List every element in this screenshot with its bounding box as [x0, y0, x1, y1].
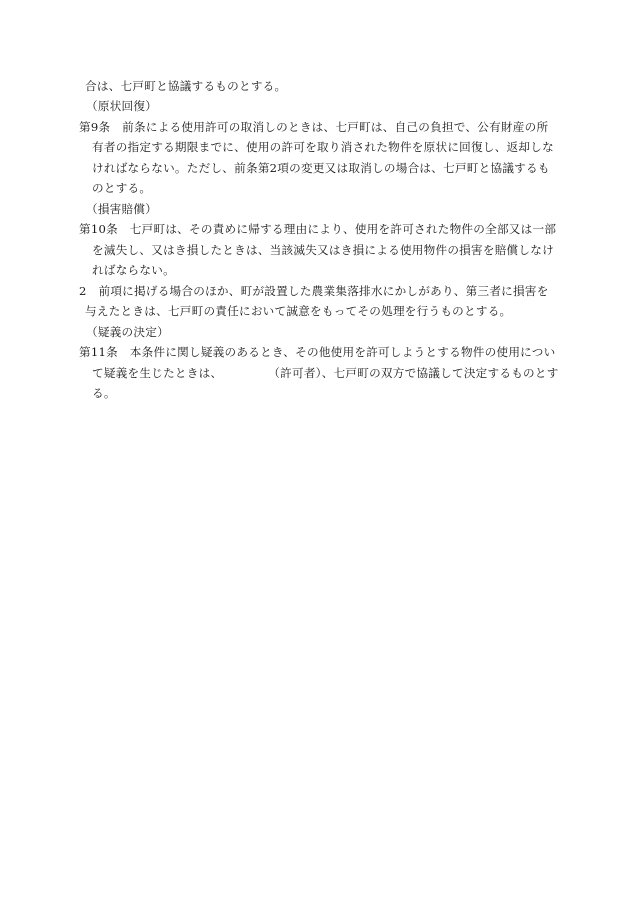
article-10-line-1: 第10条 七戸町は、その責めに帰する理由により、使用を許可された物件の全部又は一部	[79, 222, 557, 236]
article-11-line-2	[92, 366, 559, 380]
intro-line: 合は、七戸町と協議するものとする。	[85, 79, 287, 93]
article-9-line-1: 第9条 前条による使用許可の取消しのときは、七戸町は、自己の負担で、公有財産の所	[79, 120, 549, 134]
article-11-line-2-after-blank: （許可者）、七戸町の双方で協議して決定するものとす	[268, 366, 559, 380]
caption-damages: （損害賠償）	[86, 202, 158, 216]
article-11-line-2-before-blank: て疑義を生じたときは、	[92, 366, 223, 380]
caption-restoration: （原状回復）	[86, 99, 158, 113]
article-9-line-4: のとする。	[92, 181, 152, 195]
article-10-line-2: を滅失し、又はき損したときは、当該滅失又はき損による使用物件の損害を賠償しなけ	[92, 243, 554, 257]
article-9-line-2: 有者の指定する期限までに、使用の許可を取り消された物件を原状に回復し、返却しな	[92, 140, 554, 154]
article-11-line-3: る。	[92, 386, 116, 400]
article-10-paragraph-2-line-2: 与えたときは、七戸町の責任において誠意をもってその処理を行うものとする。	[85, 304, 512, 318]
article-11-line-1: 第11条 本条件に関し疑義のあるとき、その他使用を許可しようとする物件の使用につい	[79, 345, 556, 359]
article-10-paragraph-2-line-1: 2 前項に掲げる場合のほか、町が設置した農業集落排水にかしがあり、第三者に損害を	[79, 284, 549, 298]
caption-doubt-resolution: （疑義の決定）	[86, 325, 169, 339]
article-9-line-3: ければならない。ただし、前条第2項の変更又は取消しの場合は、七戸町と協議するも	[92, 161, 550, 175]
article-10-line-3: ればならない。	[92, 263, 175, 277]
